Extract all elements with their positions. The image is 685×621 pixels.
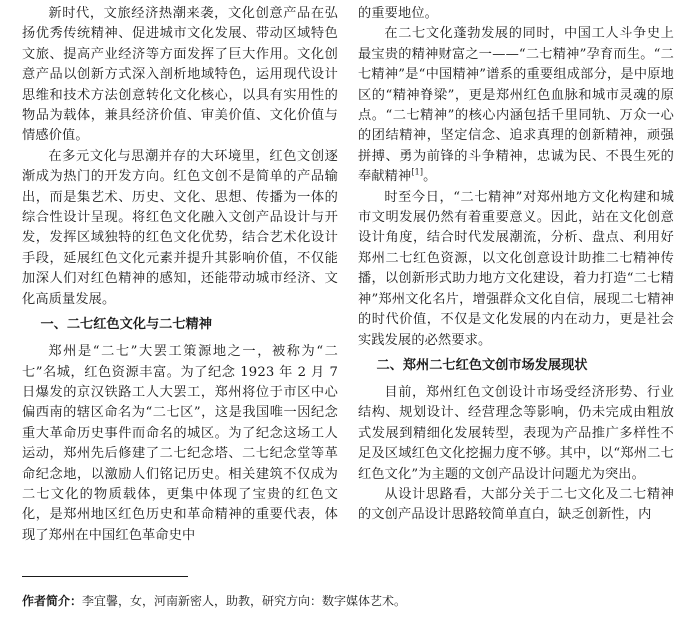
paragraph-intro: 新时代，文旅经济热潮来袭，文化创意产品在弘扬优秀传统精神、促进城市文化发展、带动区域特色文旅、提高产业经济等方面发挥了巨大作用。文化创意产品以创新方式深入剖析地域特色，运用现代设计思维和技术方法创意转化文化核心，以具有实用性的物品为载体，兼具经济价值、审美价值、文化价值与情感价值。 (22, 6, 338, 144)
erqi-spirit-text: 在二七文化蓬勃发展的同时，中国工人斗争史上最宝贵的精神财富之一——“二七精神”孕育而生。“二七精神”是“中国精神”谱系的重要组成部分，是中原地区的“精神脊梁”，更是郑州红色血脉和城市灵魂的原点。“二七精神”的核心内涵包括千里同轨、万众一心的团结精神，坚定信念、追求真理的创新精神，顽强拼搏、勇为前锋的斗争精神，忠诚为民、不畏生死的奉献精神 (358, 26, 674, 185)
paragraph-red-cultural-creativity: 在多元文化与思潮并存的大环境里，红色文创逐渐成为热门的开发方向。红色文创不是简单的产品输出，而是集艺术、历史、文化、思想、传播为一体的综合性设计呈现。将红色文化融入文创产品设计与开发，发挥区域独特的红色文化优势，结合艺术化设计手段，延展红色文化元素并提升其影响价值，不仅能加深人们对红色精神的感知，还能带动城市经济、文化高质量发展。 (22, 148, 338, 307)
author-label: 作者简介： (22, 594, 83, 608)
section-heading-1: 一、二七红色文化与二七精神 (40, 317, 212, 333)
paragraph-continuation: 的重要地位。 (358, 6, 439, 21)
paragraph-design-ideas: 从设计思路看，大部分关于二七文化及二七精神的文创产品设计思路较简单直白，缺乏创新性，内 (358, 486, 674, 523)
right-column (358, 4, 674, 526)
section-heading-2: 二、郑州二七红色文创市场发展现状 (376, 357, 588, 373)
author-footnote (22, 592, 662, 610)
left-column (22, 4, 338, 546)
citation-ref-1[interactable]: [1] (411, 167, 424, 177)
erqi-spirit-end: 。 (423, 169, 437, 185)
author-info: 李宜馨，女，河南新密人，助教，研究方向：数字媒体艺术。 (82, 594, 407, 608)
paragraph-erqi-spirit (358, 24, 674, 187)
paragraph-significance: 时至今日，“二七精神”对郑州地方文化构建和城市文明发展仍然有着重要意义。因此，站在文化创意设计角度，结合时代发展潮流，分析、盘点、利用好郑州二七红色资源，以文化创意设计助推二七精神传播，以创新形式助力地方文化建设，着力打造“二七精神”郑州文化名片，增强群众文化自信，展现二七精神的时代价值，不仅是文化发展的内在动力，更是社会实践发展的必然要求。 (358, 189, 674, 348)
paragraph-zhengzhou-erqi: 郑州是“二七”大罢工策源地之一，被称为“二七”名城，红色资源丰富。为了纪念 1923 年 2 月 7 日爆发的京汉铁路工人大罢工，郑州将位于市区中心偏西南的辖区命名为“二七区”，这是我国唯一因纪念重大革命历史事件而命名的城区。为了纪念这场工人运动，郑州先后修建了二七纪念塔、二七纪念堂等革命纪念地，以激励人们铭记历史。相关建筑不仅成为二七文化的物质载体，更集中体现了宝贵的红色文化，是郑州地区红色历史和革命精神的重要代表，体现了郑州在中国红色革命史中 (22, 344, 338, 543)
footnote-divider (22, 576, 188, 577)
paragraph-market-status: 目前，郑州红色文创设计市场受经济形势、行业结构、规划设计、经营理念等影响，仍未完成由粗放式发展到精细化发展转型，表现为产品推广多样性不足及区域红色文化挖掘力度不够。其中，以“郑州二七红色文化”为主题的文创产品设计问题尤为突出。 (358, 384, 674, 482)
